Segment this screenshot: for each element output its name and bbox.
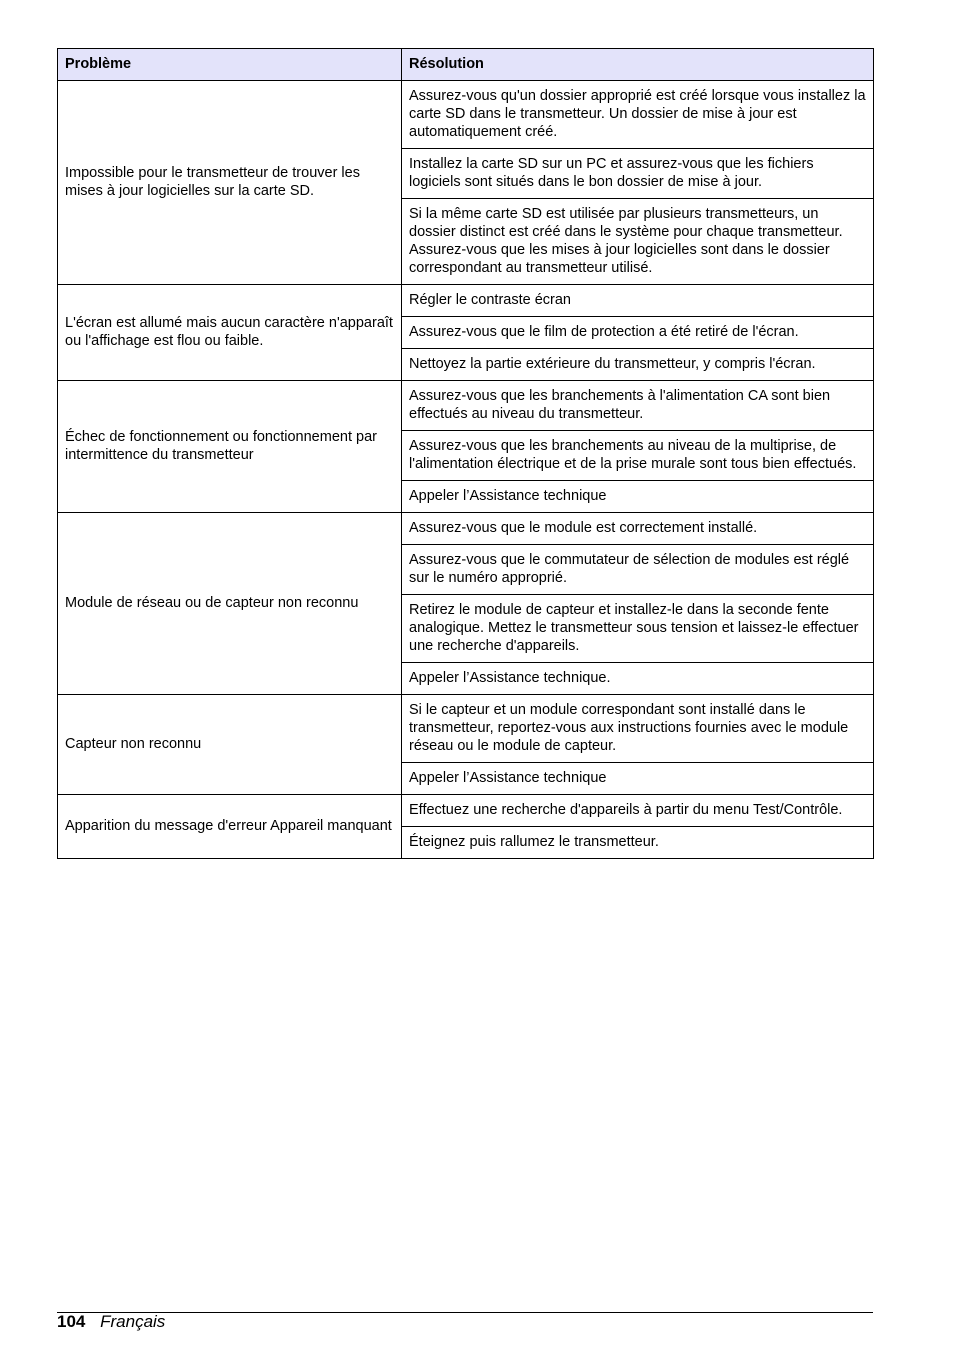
table-row xyxy=(58,695,874,763)
problem-cell: Capteur non reconnu xyxy=(58,695,402,795)
resolution-cell: Éteignez puis rallumez le transmetteur. xyxy=(402,827,874,859)
footer-divider xyxy=(57,1312,873,1313)
troubleshooting-table xyxy=(57,48,874,859)
resolution-cell: Régler le contraste écran xyxy=(402,285,874,317)
resolution-cell: Assurez-vous que le film de protection a été retiré de l'écran. xyxy=(402,317,874,349)
table-row xyxy=(58,81,874,149)
table-header-row xyxy=(58,49,874,81)
problem-cell: Échec de fonctionnement ou fonctionnement par intermittence du transmetteur xyxy=(58,381,402,513)
resolution-cell: Si la même carte SD est utilisée par plusieurs transmetteurs, un dossier distinct est créé dans le système pour chaque transmetteur. Assurez-vous que les mises à jour logicielles sont dans le dossier correspondant au transmetteur utilisé. xyxy=(402,199,874,285)
resolution-cell: Appeler l’Assistance technique. xyxy=(402,663,874,695)
resolution-cell: Appeler l’Assistance technique xyxy=(402,481,874,513)
table-body xyxy=(58,81,874,859)
resolution-cell: Assurez-vous que les branchements au niveau de la multiprise, de l'alimentation électrique et de la prise murale sont tous bien effectués. xyxy=(402,431,874,481)
table-row xyxy=(58,795,874,827)
problem-cell: Impossible pour le transmetteur de trouver les mises à jour logicielles sur la carte SD. xyxy=(58,81,402,285)
header-problem: Problème xyxy=(58,49,402,81)
resolution-cell: Retirez le module de capteur et installez-le dans la seconde fente analogique. Mettez le transmetteur sous tension et laissez-le effectuer une recherche d'appareils. xyxy=(402,595,874,663)
page-footer xyxy=(57,1312,165,1332)
resolution-cell: Effectuez une recherche d'appareils à partir du menu Test/Contrôle. xyxy=(402,795,874,827)
header-resolution: Résolution xyxy=(402,49,874,81)
resolution-cell: Assurez-vous que le commutateur de sélection de modules est réglé sur le numéro approprié. xyxy=(402,545,874,595)
resolution-cell: Assurez-vous qu'un dossier approprié est créé lorsque vous installez la carte SD dans le transmetteur. Un dossier de mise à jour est automatiquement créé. xyxy=(402,81,874,149)
table-row xyxy=(58,381,874,431)
resolution-cell: Si le capteur et un module correspondant sont installé dans le transmetteur, reportez-vous aux instructions fournies avec le module réseau ou le module de capteur. xyxy=(402,695,874,763)
problem-cell: Module de réseau ou de capteur non reconnu xyxy=(58,513,402,695)
footer-language: Français xyxy=(100,1312,166,1331)
resolution-cell: Assurez-vous que le module est correctement installé. xyxy=(402,513,874,545)
resolution-cell: Assurez-vous que les branchements à l'alimentation CA sont bien effectués au niveau du transmetteur. xyxy=(402,381,874,431)
problem-cell: Apparition du message d'erreur Appareil manquant xyxy=(58,795,402,859)
resolution-cell: Nettoyez la partie extérieure du transmetteur, y compris l'écran. xyxy=(402,349,874,381)
resolution-cell: Appeler l’Assistance technique xyxy=(402,763,874,795)
table-row xyxy=(58,513,874,545)
problem-cell: L'écran est allumé mais aucun caractère n'apparaît ou l'affichage est flou ou faible. xyxy=(58,285,402,381)
resolution-cell: Installez la carte SD sur un PC et assurez-vous que les fichiers logiciels sont situés dans le bon dossier de mise à jour. xyxy=(402,149,874,199)
table-row xyxy=(58,285,874,317)
page-number: 104 xyxy=(57,1312,86,1331)
